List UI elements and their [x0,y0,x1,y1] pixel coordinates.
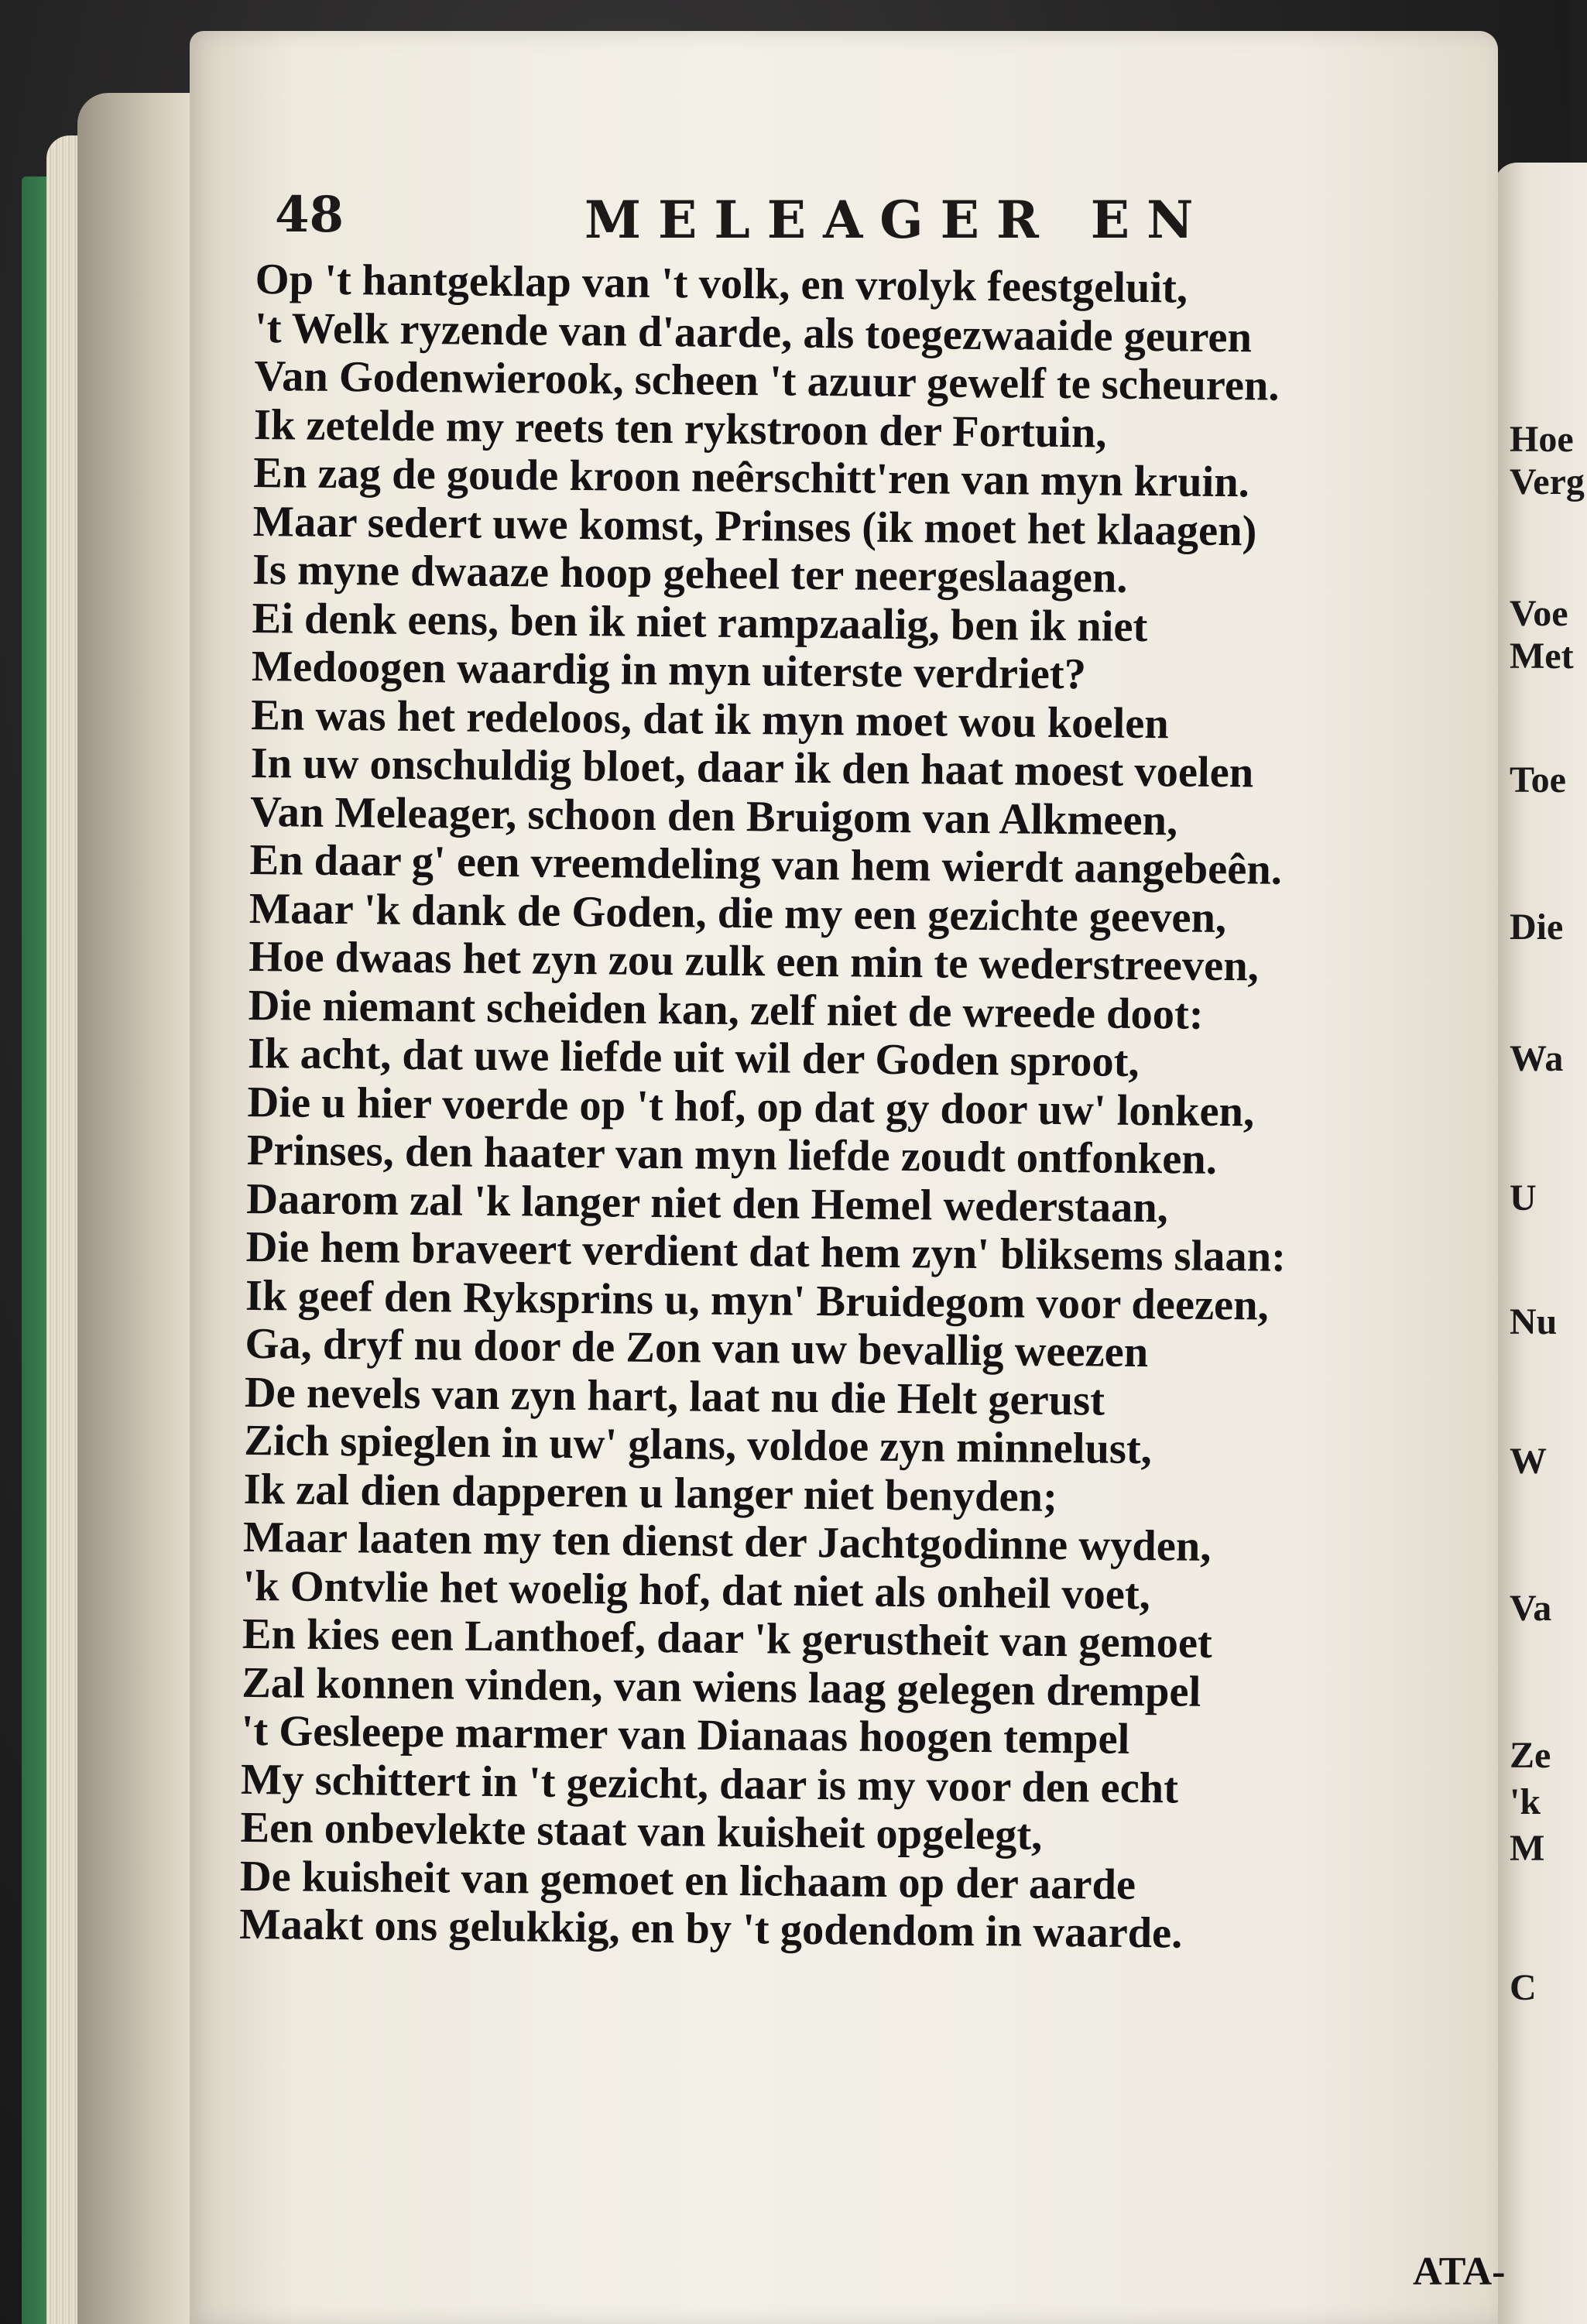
verse-line: Medoogen waardig in myn uiterste verdriet? [251,642,1087,699]
verse-line: Maar 'k dank de Goden, die my een gezichte geeven, [249,884,1227,942]
verse-line: En kies een Lanthoef, daar 'k gerustheit van gemoet [242,1609,1213,1668]
facing-page-fragment: W [1510,1441,1547,1482]
running-title: MELEAGER EN [584,190,1211,250]
page-shadow [77,93,201,2324]
catchword: ATA- [1413,2250,1506,2294]
verse-line: Ga, dryf nu door de Zon van uw bevallig weezen [245,1319,1149,1377]
verse-line: Daarom zal 'k langer niet den Hemel wederstaan, [246,1174,1169,1232]
poem-text [239,255,1463,1960]
verse-line: Ik zetelde my reets ten rykstroon der Fortuin, [253,400,1107,458]
verse-line: Van Meleager, schoon den Bruigom van Alkmeen, [249,787,1178,845]
facing-page-fragment: Nu [1510,1301,1558,1342]
verse-line: Op 't hantgeklap van 't volk, en vrolyk feestgeluit, [255,255,1188,313]
verse-line: Ik zal dien dapperen u langer niet benyden; [243,1465,1058,1521]
facing-page-fragment: C [1510,1967,1537,2008]
facing-page-fragment: Verg [1510,461,1585,502]
verse-line: Zal konnen vinden, van wiens laag gelegen drempel [242,1658,1201,1716]
verse-line: De kuisheit van gemoet en lichaam op der aarde [239,1852,1136,1909]
verse-line: Is myne dwaaze hoop geheel ter neergeslaagen. [252,545,1128,602]
verse-line: En zag de goude kroon neêrschitt'ren van myn kruin. [253,448,1250,507]
verse-line: My schittert in 't gezicht, daar is my voor den echt [240,1755,1179,1813]
verse-line: Hoe dwaas het zyn zou zulk een min te wederstreeven, [249,932,1260,991]
verse-line: Die niemant scheiden kan, zelf niet de wreede doot: [248,981,1204,1039]
verse-line: In uw onschuldig bloet, daar ik den haat moest voelen [250,739,1254,797]
verse-line: 't Gesleepe marmer van Dianaas hoogen tempel [241,1706,1130,1764]
page-number: 48 [275,186,344,244]
verse-line: En was het redeloos, dat ik myn moet wou koelen [251,691,1170,748]
facing-page-fragment: M [1510,1828,1545,1869]
facing-page-fragment: 'k [1510,1781,1541,1822]
facing-page-fragment: Hoe [1510,419,1574,460]
verse-line: En daar g' een vreemdeling van hem wierdt aangebeên. [249,835,1283,894]
verse-line: Die hem braveert verdient dat hem zyn' bliksems slaan: [245,1222,1287,1281]
facing-page-fragment: Die [1510,907,1564,948]
verse-line: Die u hier voerde op 't hof, op dat gy door uw' lonken, [247,1078,1255,1136]
verse-line: 'k Ontvlie het woelig hof, dat niet als onheil voet, [242,1561,1151,1619]
facing-page-fragment: Ze [1510,1735,1551,1776]
verse-line: Ei denk eens, ben ik niet rampzaalig, ben ik niet [252,594,1148,651]
facing-page-fragment: Va [1510,1588,1552,1629]
facing-page-fragment: Voe [1510,593,1568,634]
verse-line: Een onbevlekte staat van kuisheit opgelegt, [240,1803,1043,1860]
running-head [275,186,1281,263]
facing-page-fragment: Toe [1510,759,1566,800]
verse-line: Maakt ons gelukkig, en by 't godendom in waarde. [239,1900,1183,1958]
verse-line: 't Welk ryzende van d'aarde, als toegezwaaide geuren [254,303,1253,362]
facing-page-fragment: Met [1510,636,1574,677]
verse-line: Maar laaten my ten dienst der Jachtgodinne wyden, [242,1513,1212,1571]
verse-line: Zich spieglen in uw' glans, voldoe zyn minnelust, [244,1416,1153,1474]
facing-page-fragment: Wa [1510,1038,1564,1079]
verse-line: Ik geef den Ryksprins u, myn' Bruidegom voor deezen, [245,1271,1269,1330]
verse-line: De nevels van zyn hart, laat nu die Helt gerust [244,1368,1105,1425]
verse-line: Ik acht, dat uwe liefde uit wil der Goden sproot, [247,1029,1140,1087]
verse-line: Prinses, den haater van myn liefde zoudt ontfonken. [246,1126,1218,1184]
verse-line: Van Godenwierook, scheen 't azuur gewelf te scheuren. [254,351,1280,410]
facing-page-fragment: U [1510,1177,1537,1219]
verse-line: Maar sedert uwe komst, Prinses (ik moet het klaagen) [252,497,1257,555]
